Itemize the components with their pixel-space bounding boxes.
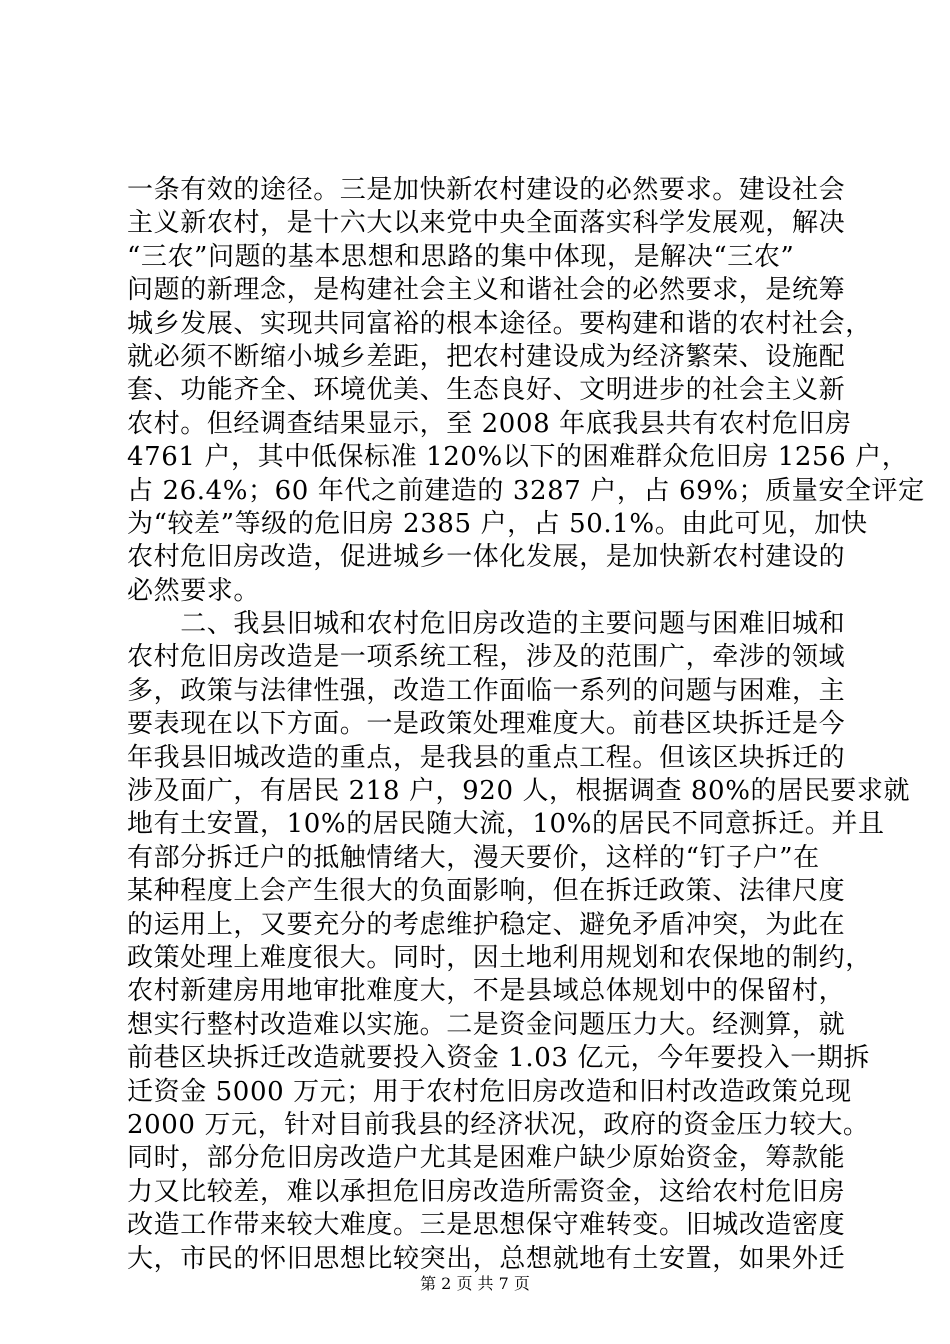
text-line: 大，市民的怀旧思想比较突出，总想就地有土安置，如果外迁 — [127, 1243, 846, 1274]
text-line: 地有土安置，10%的居民随大流，10%的居民不同意拆迁。并且 — [127, 809, 885, 840]
body-text — [127, 174, 925, 1276]
text-line: 城乡发展、实现共同富裕的根本途径。要构建和谐的农村社会， — [127, 308, 872, 339]
text-line: 某种程度上会产生很大的负面影响，但在拆迁政策、法律尺度 — [127, 876, 846, 907]
text-line: 想实行整村改造难以实施。二是资金问题压力大。经测算，就 — [127, 1009, 846, 1040]
page-number-label: 第 2 页 共 7 页 — [420, 1274, 530, 1293]
text-line: 就必须不断缩小城乡差距，把农村建设成为经济繁荣、设施配 — [127, 341, 846, 372]
text-line: 一条有效的途径。三是加快新农村建设的必然要求。建设社会 — [127, 175, 846, 205]
text-line: 同时，部分危旧房改造户尤其是困难户缺少原始资金，筹款能 — [127, 1143, 846, 1174]
text-line: 的运用上，又要充分的考虑维护稳定、避免矛盾冲突，为此在 — [127, 909, 846, 940]
text-line: 2000 万元，针对目前我县的经济状况，政府的资金压力较大。 — [127, 1109, 870, 1140]
text-line: 要表现在以下方面。一是政策处理难度大。前巷区块拆迁是今 — [127, 709, 846, 740]
text-line: 主义新农村，是十六大以来党中央全面落实科学发展观，解决 — [127, 208, 846, 239]
text-line: 农村新建房用地审批难度大，不是县域总体规划中的保留村， — [127, 976, 846, 1007]
text-line: 迁资金 5000 万元；用于农村危旧房改造和旧村改造政策兑现 — [127, 1076, 852, 1107]
text-line: 政策处理上难度很大。同时，因土地利用规划和农保地的制约， — [127, 942, 872, 973]
text-line: 农村危旧房改造是一项系统工程，涉及的范围广，牵涉的领域 — [127, 642, 846, 673]
text-line: “三农”问题的基本思想和思路的集中体现，是解决“三农” — [127, 241, 795, 272]
text-line: 二、我县旧城和农村危旧房改造的主要问题与困难旧城和 — [127, 609, 846, 640]
text-line: 为“较差”等级的危旧房 2385 户，占 50.1%。由此可见，加快 — [127, 508, 868, 539]
text-line: 必然要求。 — [127, 575, 261, 606]
text-line: 前巷区块拆迁改造就要投入资金 1.03 亿元，今年要投入一期拆 — [127, 1043, 871, 1074]
text-line: 力又比较差，难以承担危旧房改造所需资金，这给农村危旧房 — [127, 1176, 846, 1207]
text-line: 农村危旧房改造，促进城乡一体化发展，是加快新农村建设的 — [127, 542, 846, 573]
text-line: 多，政策与法律性强，改造工作面临一系列的问题与困难，主 — [127, 675, 846, 706]
text-line: 4761 户，其中低保标准 120%以下的困难群众危旧房 1256 户， — [127, 442, 909, 473]
page-footer — [0, 1274, 950, 1294]
text-line: 农村。但经调查结果显示，至 2008 年底我县共有农村危旧房 — [127, 408, 852, 439]
text-line: 涉及面广，有居民 218 户，920 人，根据调查 80%的居民要求就 — [127, 776, 911, 807]
text-line: 改造工作带来较大难度。三是思想保守难转变。旧城改造密度 — [127, 1210, 846, 1241]
text-line: 套、功能齐全、环境优美、生态良好、文明进步的社会主义新 — [127, 375, 846, 406]
text-line: 有部分拆迁户的抵触情绪大，漫天要价，这样的“钉子户”在 — [127, 842, 820, 873]
text-line: 年我县旧城改造的重点，是我县的重点工程。但该区块拆迁的 — [127, 742, 846, 773]
text-line: 占 26.4%；60 年代之前建造的 3287 户，占 69%；质量安全评定 — [127, 475, 925, 506]
text-line: 问题的新理念，是构建社会主义和谐社会的必然要求，是统筹 — [127, 275, 846, 306]
